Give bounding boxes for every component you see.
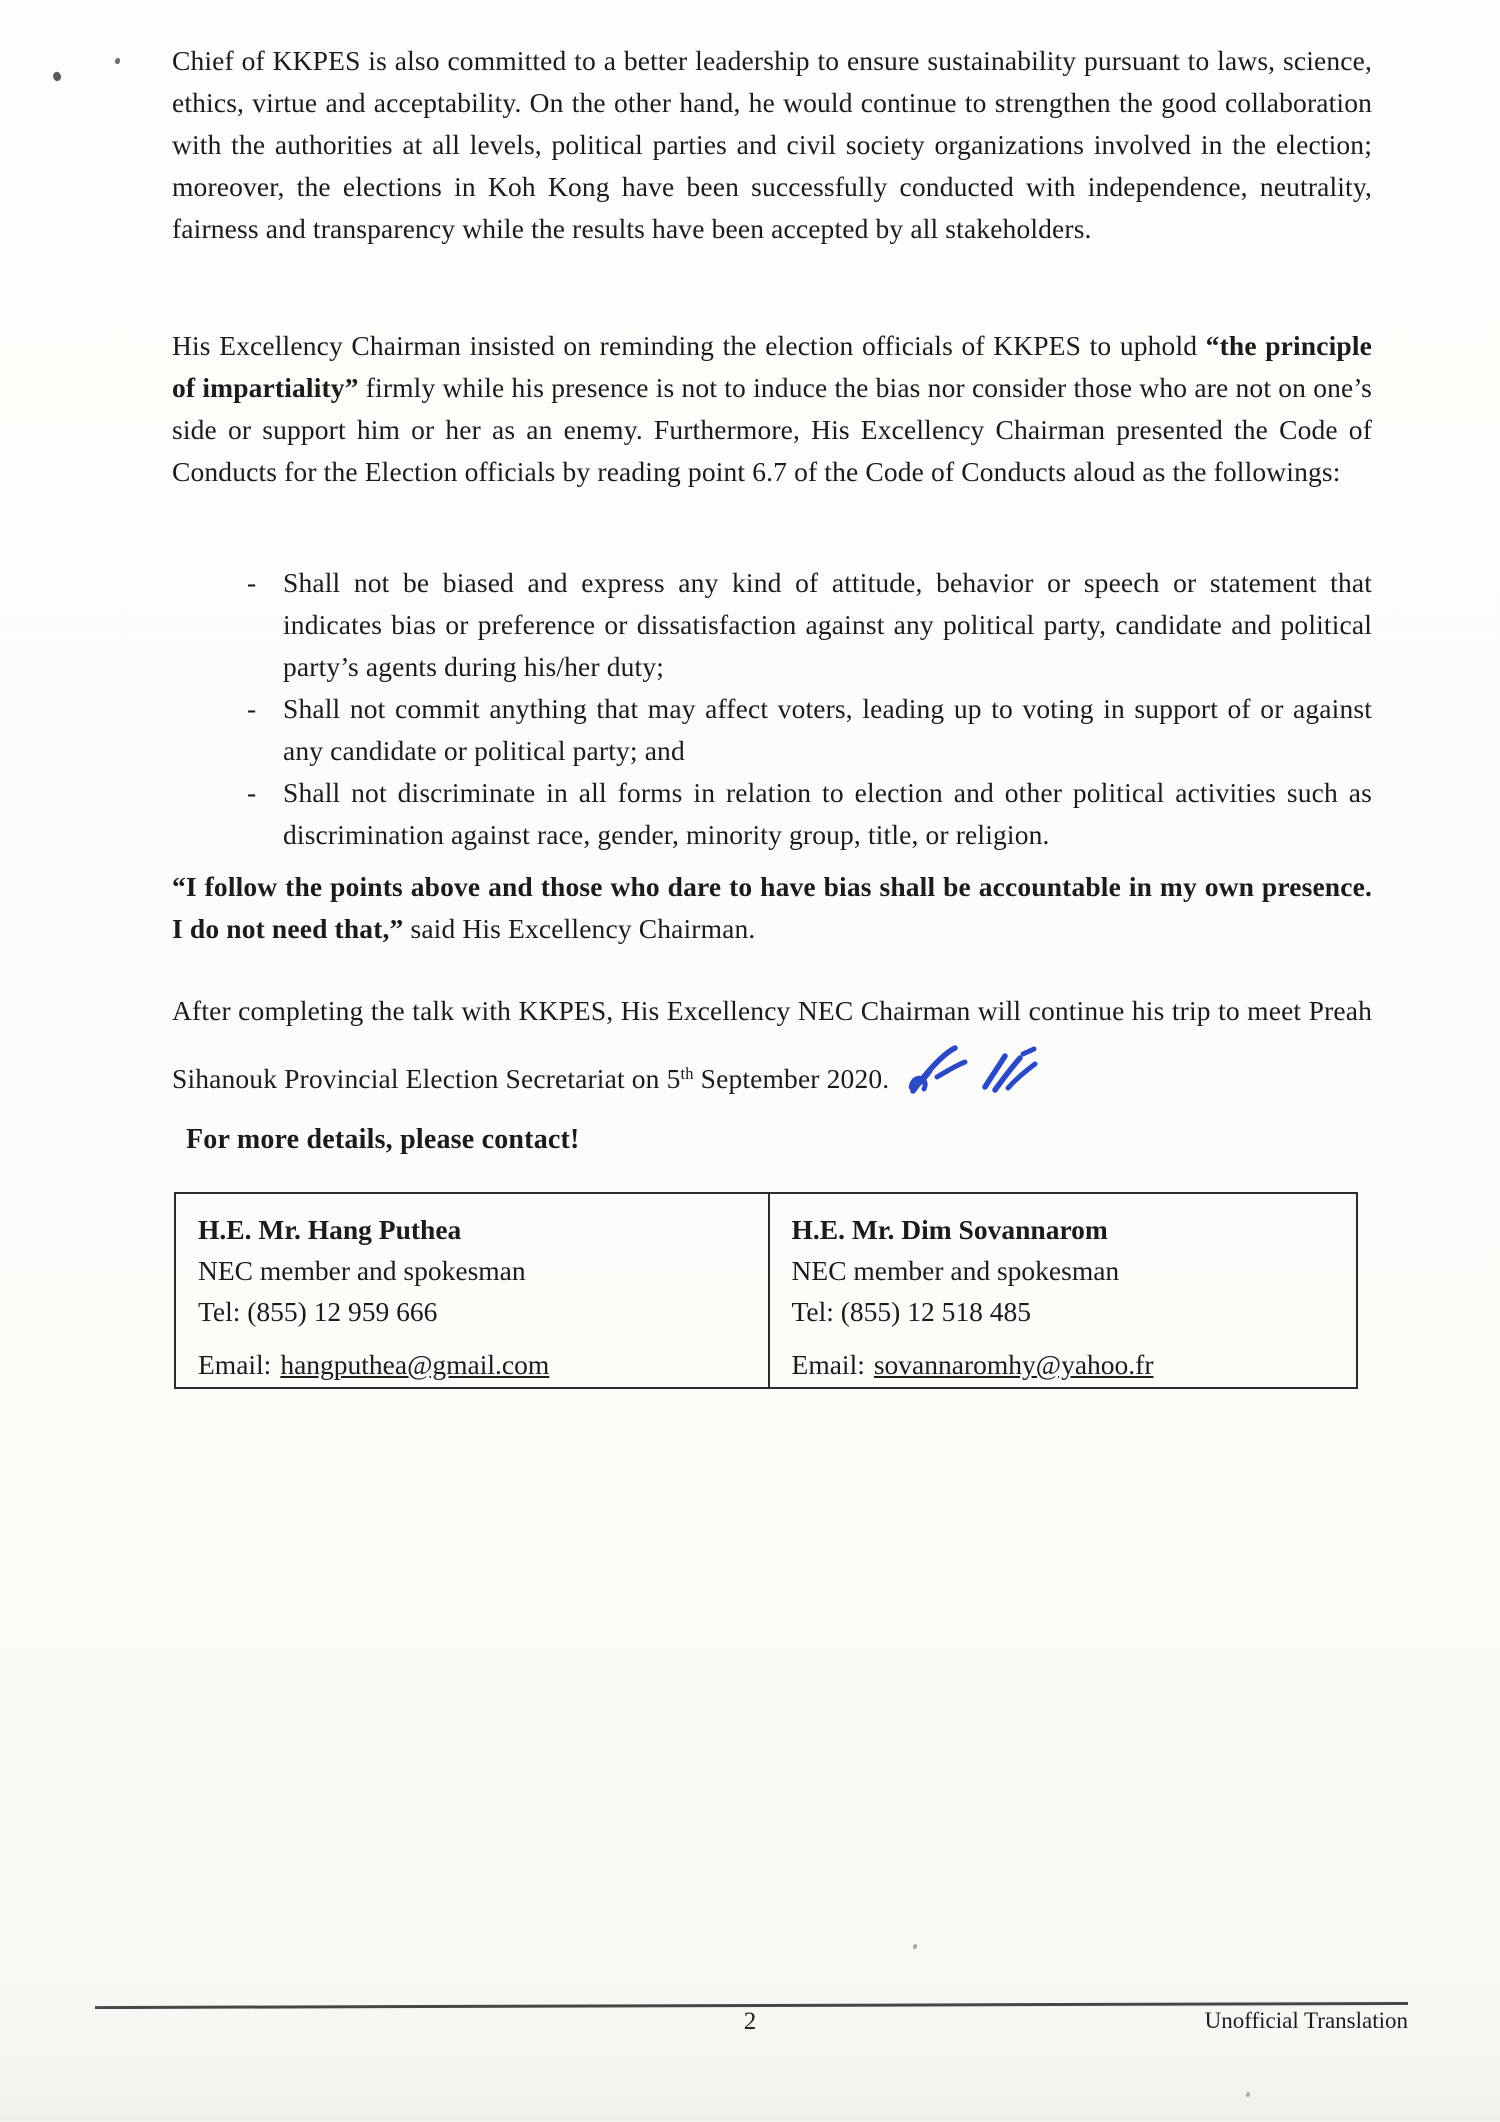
scan-speck: [51, 71, 63, 83]
email-label: Email:: [791, 1349, 865, 1380]
contact-role: NEC member and spokesman: [791, 1255, 1120, 1286]
email-address: hangputhea@gmail.com: [280, 1349, 550, 1380]
contact-email-row: [792, 1344, 1334, 1385]
closing-text: After completing the talk with KKPES, His Excellency NEC Chairman will continue his trip to meet Preah Sihanouk Provincial Election Secretariat on 5th September 2020.: [172, 995, 1372, 1094]
contact-role: NEC member and spokesman: [198, 1255, 526, 1286]
list-item: - Shall not be biased and express any kind of attitude, behavior or speech or statement that indicates bias or preference or dissatisfaction against any political party, candidate and political party’s agents during his/her duty;: [245, 562, 1372, 688]
contact-name: H.E. Mr. Dim Sovannarom: [791, 1214, 1108, 1245]
contact-telephone: Tel: (855) 12 518 485: [791, 1296, 1031, 1327]
contact-name: H.E. Mr. Hang Puthea: [198, 1214, 462, 1245]
email-address: sovannaromhy@yahoo.fr: [873, 1349, 1154, 1380]
contact-email-row: [198, 1344, 746, 1385]
paragraph-leadership: Chief of KKPES is also committed to a better leadership to ensure sustainability pursuant to laws, science, ethics, virtue and acceptability. On the other hand, he would continue to strengthen the good collaboration with the authorities at all levels, political parties and civil society organizations involved in the election; moreover, the elections in Koh Kong have been successfully conducted with independence, neutrality, fairness and transparency while the results have been accepted by all stakeholders.: [172, 45, 1372, 244]
email-label: Email:: [198, 1349, 272, 1380]
contact-card-dim-sovannarom: [770, 1194, 1356, 1387]
contact-telephone: Tel: (855) 12 959 666: [198, 1296, 438, 1327]
paragraph-impartiality: His Excellency Chairman insisted on reminding the election officials of KKPES to uphold “the principle of impartiality” firmly while his presence is not to induce the bias nor consider those who are not on one’s side or support him or her as an enemy. Furthermore, His Excellency Chairman presented the Code of Conducts for the Election officials by reading point 6.7 of the Code of Conducts aloud as the followings:: [172, 330, 1372, 487]
handwritten-initials-icon: [899, 1041, 1039, 1109]
footer-note: Unofficial Translation: [1204, 2008, 1408, 2033]
paragraph-chairman-quote: “I follow the points above and those who dare to have bias shall be accountable in my own presence. I do not need that,” said His Excellency Chairman.: [172, 871, 1372, 944]
page-number: 2: [743, 2008, 757, 2035]
scan-speck: [115, 58, 120, 64]
code-of-conduct-list: [172, 562, 1372, 856]
contact-table: [174, 1192, 1358, 1389]
list-item: - Shall not commit anything that may affect voters, leading up to voting in support of or against any candidate or political party; and: [245, 688, 1372, 772]
list-item: - Shall not discriminate in all forms in relation to election and other political activities such as discrimination against race, gender, minority group, title, or religion.: [245, 772, 1372, 856]
paragraph-closing: [172, 990, 1372, 1100]
contact-heading: For more details, please contact!: [186, 1124, 580, 1155]
scan-speck: [913, 1944, 917, 1949]
contact-card-hang-puthea: [176, 1194, 770, 1387]
scan-speck: [1246, 2092, 1250, 2097]
